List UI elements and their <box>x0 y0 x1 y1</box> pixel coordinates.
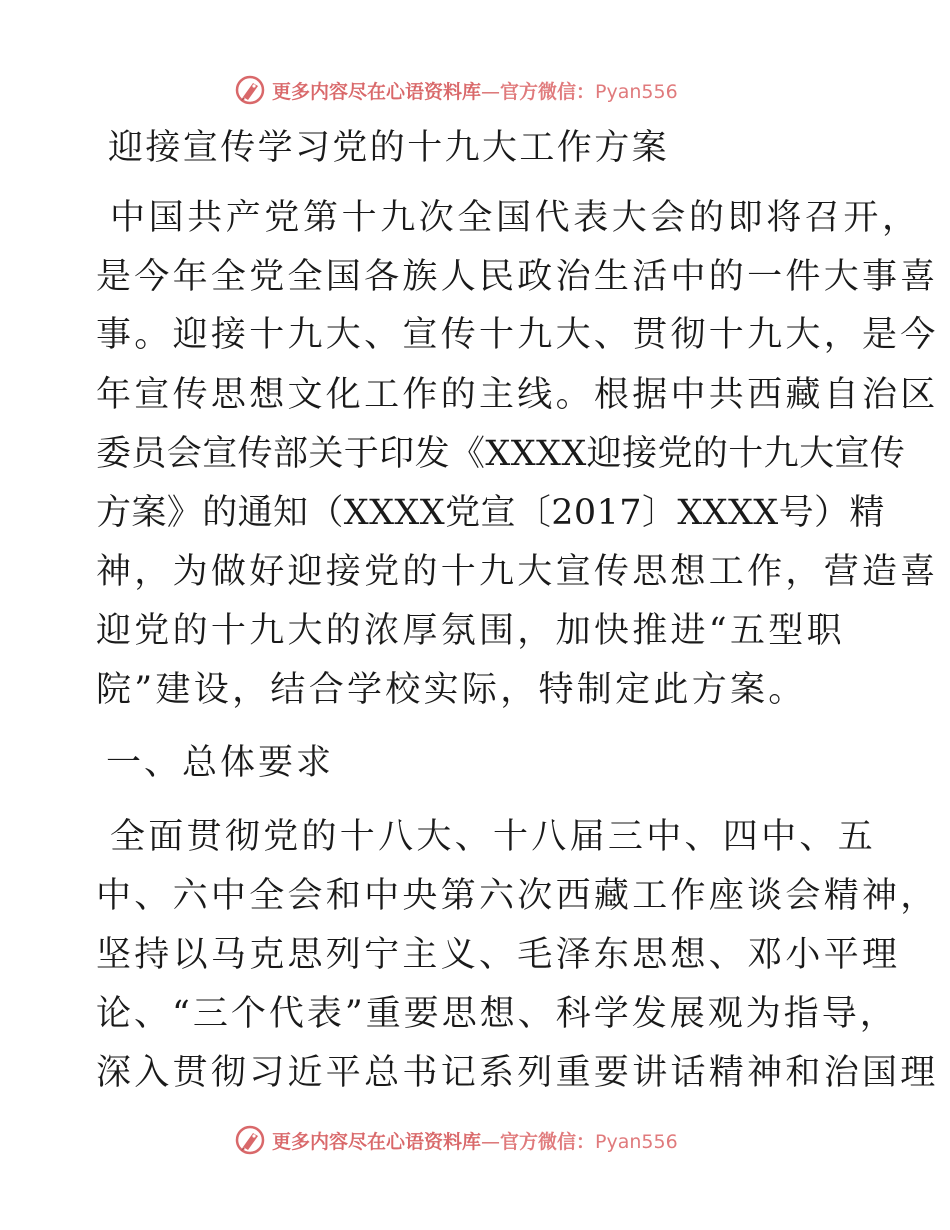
watermark-main-text: 更多内容尽在心语资料库 <box>272 1130 482 1153</box>
section-heading-general-requirements: 一、总体要求 <box>106 743 335 783</box>
paragraph-line: 事。迎接十九大、宣传十九大、贯彻十九大，是今 <box>96 315 939 355</box>
watermark-handle: Pyan556 <box>595 1130 678 1153</box>
pen-nib-logo-icon <box>234 74 266 106</box>
watermark-label: 官方微信： <box>500 1130 596 1153</box>
watermark-header <box>234 72 678 108</box>
paragraph-line: 是今年全党全国各族人民政治生活中的一件大事喜 <box>96 257 939 297</box>
paragraph-line: 中、六中全会和中央第六次西藏工作座谈会精神， <box>96 876 939 916</box>
watermark-label: 官方微信： <box>500 80 596 103</box>
paragraph-line: 神，为做好迎接党的十九大宣传思想工作，营造喜 <box>96 552 939 592</box>
paragraph-line: 深入贯彻习近平总书记系列重要讲话精神和治国理 <box>96 1053 939 1093</box>
paragraph-line: 方案》的通知（XXXX党宣〔2017〕XXXX号）精 <box>96 493 885 533</box>
document-title: 迎接宣传学习党的十九大工作方案 <box>108 128 670 168</box>
paragraph-line: 论、“三个代表”重要思想、科学发展观为指导， <box>96 994 898 1034</box>
watermark-dash: — <box>481 80 501 103</box>
paragraph-line: 迎党的十九大的浓厚氛围，加快推进“五型职 <box>96 611 845 651</box>
paragraph-line: 全面贯彻党的十八大、十八届三中、四中、五 <box>110 817 877 857</box>
watermark-handle: Pyan556 <box>595 80 678 103</box>
watermark-dash: — <box>481 1130 501 1153</box>
watermark-text <box>272 1127 678 1154</box>
watermark-text <box>272 77 678 104</box>
paragraph-line: 委员会宣传部关于印发《XXXX迎接党的十九大宣传 <box>96 434 906 474</box>
paragraph-line: 年宣传思想文化工作的主线。根据中共西藏自治区 <box>96 375 939 415</box>
paragraph-line: 坚持以马克思列宁主义、毛泽东思想、邓小平理 <box>96 935 901 975</box>
pen-nib-logo-icon <box>234 1124 266 1156</box>
watermark-main-text: 更多内容尽在心语资料库 <box>272 80 482 103</box>
paragraph-line: 中国共产党第十九次全国代表大会的即将召开， <box>110 198 921 238</box>
watermark-footer <box>234 1122 678 1158</box>
paragraph-line: 院”建设，结合学校实际，特制定此方案。 <box>96 670 807 710</box>
